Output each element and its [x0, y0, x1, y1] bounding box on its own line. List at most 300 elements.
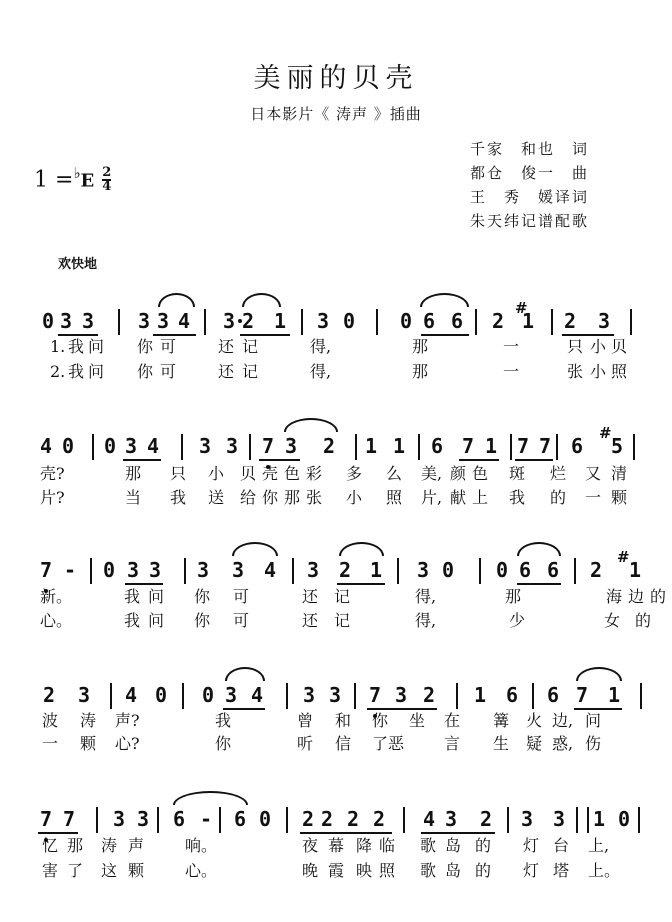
lyric-syllable: 又	[585, 464, 602, 483]
note: 7	[462, 434, 475, 458]
lyric-syllable: 问	[148, 587, 165, 606]
lyric-syllable: 心。	[40, 611, 73, 630]
tie-slur	[173, 791, 248, 805]
lyric-syllable: 只	[567, 337, 584, 356]
credit-composer: 都仓 俊一 曲	[470, 164, 590, 182]
tie-slur	[284, 418, 338, 432]
lyric-line	[0, 463, 672, 487]
note: 1	[593, 807, 606, 831]
barline	[507, 807, 509, 833]
note: 4	[125, 683, 138, 707]
augmentation-dot	[238, 319, 242, 323]
note: 1	[274, 309, 287, 333]
note: 6	[423, 309, 436, 333]
lyric-syllable: 烂	[550, 464, 567, 483]
time-bottom: 4	[102, 179, 112, 195]
note: 6	[547, 683, 560, 707]
key-letter: E	[80, 170, 95, 192]
lyric-syllable: 和	[335, 711, 352, 730]
note: 3	[395, 683, 408, 707]
lyric-syllable: 上,	[588, 836, 610, 855]
lyric-syllable: 的	[550, 488, 567, 507]
note: 0	[259, 807, 272, 831]
lyric-syllable: 一	[42, 734, 59, 753]
notation-row	[0, 805, 672, 835]
lyric-syllable: 忆	[42, 836, 59, 855]
lyric-syllable: 得,	[415, 611, 437, 630]
note: 6	[431, 434, 444, 458]
barline	[532, 683, 534, 709]
lyric-syllable: 彩	[306, 464, 323, 483]
lyric-syllable: 心。	[185, 861, 218, 880]
lyric-syllable: 壳	[262, 464, 279, 483]
beam-underline	[459, 459, 499, 461]
lyric-syllable: 那	[412, 362, 429, 381]
note: -	[200, 807, 213, 831]
lyric-syllable: 我	[509, 488, 526, 507]
barline	[574, 558, 576, 584]
note: 3	[232, 558, 245, 582]
lyric-syllable: 一	[585, 488, 602, 507]
barline	[292, 558, 294, 584]
song-title: 美丽的贝壳	[253, 63, 419, 94]
lyric-syllable: 心?	[115, 734, 140, 753]
barline	[587, 807, 589, 833]
lyric-syllable: 那	[505, 587, 522, 606]
lyric-syllable: 篝	[493, 711, 510, 730]
lyric-syllable: 颜	[450, 464, 467, 483]
note: 7	[63, 807, 76, 831]
beam-underline	[337, 583, 385, 585]
note: 3	[553, 807, 566, 831]
lyric-syllable: 你	[215, 734, 232, 753]
lyric-syllable: 颗	[611, 488, 628, 507]
lyric-syllable: 边,	[552, 711, 574, 730]
note: 4	[178, 309, 191, 333]
barline	[157, 807, 159, 833]
barline	[181, 434, 183, 460]
lyric-syllable: 边	[628, 587, 645, 606]
sharp-sign: #	[617, 548, 630, 566]
note: 4	[147, 434, 160, 458]
lyric-line	[0, 610, 672, 634]
lyric-syllable: 小	[590, 337, 607, 356]
time-signature	[102, 167, 111, 193]
song-subtitle: 日本影片《 涛声 》插曲	[250, 105, 422, 123]
barline	[576, 807, 578, 833]
note: 3	[285, 434, 298, 458]
note: 3	[199, 434, 212, 458]
lyric-syllable: 坐	[409, 711, 426, 730]
note: 2	[347, 807, 360, 831]
lyric-line	[0, 710, 672, 734]
credits-block	[470, 137, 589, 233]
lyric-syllable: 这	[101, 861, 118, 880]
lyric-syllable: 那	[284, 488, 301, 507]
sharp-sign: #	[599, 424, 612, 442]
note: 0	[496, 558, 509, 582]
lyric-syllable: 记	[242, 362, 259, 381]
credit-translator: 王 秀 媛译词	[470, 188, 590, 206]
note: 5	[611, 434, 624, 458]
lyric-syllable: 可	[233, 611, 250, 630]
lyric-syllable: 记	[242, 337, 259, 356]
lyric-syllable: 清	[611, 464, 628, 483]
lyric-syllable: 小	[346, 488, 363, 507]
lyric-syllable: 得,	[415, 587, 437, 606]
note: 7	[576, 683, 589, 707]
beam-underline	[515, 459, 553, 461]
note: 2	[590, 558, 603, 582]
key-prefix: 1 =	[34, 167, 74, 193]
note: -	[64, 558, 77, 582]
note: 7	[262, 434, 275, 458]
lyric-syllable: 照	[379, 861, 396, 880]
lyric-syllable: 还	[302, 611, 319, 630]
lyric-syllable: 一	[503, 362, 520, 381]
beam-underline	[259, 459, 300, 461]
lyric-syllable: 片?	[40, 488, 65, 507]
barline	[403, 807, 405, 833]
lyric-syllable: 了恶	[372, 734, 405, 753]
barline	[640, 683, 642, 709]
lyric-syllable: 我	[215, 711, 232, 730]
lyric-syllable: 了	[67, 861, 84, 880]
note: 0	[618, 807, 631, 831]
note: 3	[445, 807, 458, 831]
lyric-syllable: 张	[306, 488, 323, 507]
barline	[110, 683, 112, 709]
note: 3	[157, 309, 170, 333]
lyric-syllable: 送	[208, 488, 225, 507]
lyric-syllable: 可	[160, 337, 177, 356]
lyric-syllable: 疑	[526, 734, 543, 753]
note: 3	[149, 558, 162, 582]
note: 2	[480, 807, 493, 831]
note: 6	[234, 807, 247, 831]
note: 3	[226, 434, 239, 458]
barline	[96, 807, 98, 833]
beam-underline	[125, 583, 163, 585]
beam-underline	[421, 832, 495, 834]
note: 6	[519, 558, 532, 582]
note: 3	[113, 807, 126, 831]
barline	[638, 807, 640, 833]
lyric-syllable: 我	[170, 488, 187, 507]
notation-row	[0, 548, 672, 586]
tie-slur	[158, 293, 195, 307]
lyric-syllable: 上。	[588, 861, 621, 880]
note: 3	[307, 558, 320, 582]
beam-underline	[38, 832, 78, 834]
note: 2	[242, 309, 255, 333]
lyric-syllable: 一	[503, 337, 520, 356]
lyric-syllable: 曾	[297, 711, 314, 730]
note: 6	[547, 558, 560, 582]
lyric-syllable: 片,	[421, 488, 443, 507]
barline	[633, 434, 635, 460]
note: 0	[62, 434, 75, 458]
lyric-syllable: 问	[88, 362, 105, 381]
lyric-syllable: 斑	[509, 464, 526, 483]
lyric-syllable: 上	[472, 488, 489, 507]
note: 0	[343, 309, 356, 333]
note: 1	[522, 309, 535, 333]
barline	[630, 309, 632, 335]
lyric-syllable: 火	[526, 711, 543, 730]
lyric-syllable: 颗	[80, 734, 97, 753]
lyric-syllable: 害	[42, 861, 59, 880]
note: 7	[539, 434, 552, 458]
note: 0	[400, 309, 413, 333]
barline	[92, 434, 94, 460]
beam-underline	[300, 832, 392, 834]
lyric-syllable: 生	[493, 734, 510, 753]
lyric-syllable: 声?	[115, 711, 140, 730]
lyric-syllable: 记	[334, 587, 351, 606]
tie-slur	[576, 667, 622, 681]
lyric-syllable: 壳?	[40, 464, 65, 483]
lyric-line	[0, 733, 672, 757]
lyric-syllable: 歌	[420, 836, 437, 855]
lyric-syllable: 得,	[310, 362, 332, 381]
notation-row	[0, 424, 672, 462]
note: 0	[42, 309, 55, 333]
note: 3	[598, 309, 611, 333]
barline	[354, 683, 356, 709]
note: 2	[564, 309, 577, 333]
lyric-syllable: 歌	[420, 861, 437, 880]
note: 1	[393, 434, 406, 458]
lyric-syllable: 的	[650, 587, 667, 606]
barline	[479, 558, 481, 584]
notation-row	[0, 681, 672, 711]
note: 7	[517, 434, 530, 458]
note: 6	[173, 807, 186, 831]
beam-underline	[517, 583, 561, 585]
lyric-syllable: 你	[137, 337, 154, 356]
note: 7	[369, 683, 382, 707]
barline	[286, 683, 288, 709]
note: 2	[321, 807, 334, 831]
note: 2	[492, 309, 505, 333]
lyric-syllable: 照	[611, 362, 628, 381]
lyric-syllable: 我	[68, 337, 85, 356]
note: 3	[317, 309, 330, 333]
barline	[418, 434, 420, 460]
lyric-syllable: 美,	[421, 464, 443, 483]
lyric-syllable: 还	[218, 337, 235, 356]
lyric-syllable: 塔	[553, 861, 570, 880]
note: 3	[127, 558, 140, 582]
lyric-syllable: 张	[567, 362, 584, 381]
note: 6	[571, 434, 584, 458]
lyric-syllable: 涛	[80, 711, 97, 730]
lyric-syllable: 色	[284, 464, 301, 483]
barline	[90, 558, 92, 584]
lyric-syllable: 波	[42, 711, 59, 730]
barline	[204, 309, 206, 335]
lyric-line	[0, 487, 672, 511]
lyric-syllable: 夜	[302, 836, 319, 855]
note: 2	[373, 807, 386, 831]
lyric-syllable: 你	[262, 488, 279, 507]
lyric-syllable: 伤	[585, 734, 602, 753]
lyric-syllable: 还	[218, 362, 235, 381]
note: 4	[40, 434, 53, 458]
barline	[301, 309, 303, 335]
lyric-syllable: 那	[412, 337, 429, 356]
note: 3	[521, 807, 534, 831]
note: 3	[137, 807, 150, 831]
lyric-syllable: 可	[233, 587, 250, 606]
lyric-syllable: 小	[208, 464, 225, 483]
lyric-syllable: 那	[67, 836, 84, 855]
note: 2	[302, 807, 315, 831]
barline	[556, 434, 558, 460]
note: 7	[40, 558, 53, 582]
note: 0	[202, 683, 215, 707]
lyric-syllable: 的	[635, 611, 652, 630]
note: 2	[339, 558, 352, 582]
lyric-syllable: 照	[386, 488, 403, 507]
credit-arranger: 朱天纬记谱配歌	[470, 212, 590, 230]
note: 0	[442, 558, 455, 582]
tempo-marking: 欢快地	[58, 257, 98, 272]
lyric-syllable: 晚	[302, 861, 319, 880]
note: 4	[264, 558, 277, 582]
tie-slur	[517, 542, 561, 556]
lyric-syllable: 临	[379, 836, 396, 855]
barline	[249, 434, 251, 460]
lyric-syllable: 降	[356, 836, 373, 855]
note: 3	[197, 558, 210, 582]
note: 0	[104, 434, 117, 458]
sharp-sign: #	[515, 299, 528, 317]
barline	[376, 309, 378, 335]
lyric-syllable: 你	[137, 362, 154, 381]
lyric-syllable: 问	[148, 611, 165, 630]
note: 2	[423, 683, 436, 707]
note: 3	[303, 683, 316, 707]
tie-slur	[242, 293, 281, 307]
lyric-syllable: 当	[125, 488, 142, 507]
note: 1	[629, 558, 642, 582]
note: 3	[78, 683, 91, 707]
lyric-syllable: 新。	[40, 587, 73, 606]
lyric-syllable: 女	[604, 611, 621, 630]
notation-row	[0, 299, 672, 337]
note: 1	[474, 683, 487, 707]
tie-slur	[225, 667, 265, 681]
lyric-line	[0, 835, 672, 859]
lyric-syllable: 颗	[128, 861, 145, 880]
note: 3	[138, 309, 151, 333]
lyric-syllable: 信	[335, 734, 352, 753]
barline	[551, 309, 553, 335]
lyric-syllable: 岛	[445, 836, 462, 855]
note: 2	[323, 434, 336, 458]
note: 6	[451, 309, 464, 333]
barline	[118, 309, 120, 335]
lyric-syllable: 少	[509, 611, 526, 630]
lyric-line	[0, 336, 672, 360]
tie-slur	[420, 293, 469, 307]
barline	[182, 683, 184, 709]
lyric-syllable: 你	[194, 611, 211, 630]
lyric-syllable: 献	[450, 488, 467, 507]
lyric-syllable: 问	[88, 337, 105, 356]
lyric-syllable: 得,	[310, 337, 332, 356]
lyric-syllable: 只	[170, 464, 187, 483]
note: 1	[365, 434, 378, 458]
barline	[184, 558, 186, 584]
barline	[219, 807, 221, 833]
lyric-syllable: 涛	[101, 836, 118, 855]
lyric-syllable: 色	[472, 464, 489, 483]
lyric-syllable: 霞	[328, 861, 345, 880]
lyric-syllable: 听	[297, 734, 314, 753]
note: 3	[225, 683, 238, 707]
barline	[355, 434, 357, 460]
note: 6	[506, 683, 519, 707]
lyric-syllable: 海	[606, 587, 623, 606]
note: 0	[155, 683, 168, 707]
lyric-syllable: 声	[128, 836, 145, 855]
lyric-syllable: 小	[590, 362, 607, 381]
tie-slur	[232, 542, 278, 556]
lyric-syllable: 么	[386, 464, 403, 483]
lyric-syllable: 台	[553, 836, 570, 855]
barline	[510, 434, 512, 460]
barline	[397, 558, 399, 584]
lyric-syllable: 记	[334, 611, 351, 630]
lyric-syllable: 贝	[611, 337, 628, 356]
note: 2	[43, 683, 56, 707]
lyric-syllable: 映	[356, 861, 373, 880]
lyric-syllable: 的	[475, 836, 492, 855]
lyric-syllable: 岛	[445, 861, 462, 880]
lyric-syllable: 灯	[523, 836, 540, 855]
lyric-line	[0, 860, 672, 884]
lyric-syllable: 惑,	[552, 734, 574, 753]
beam-underline	[123, 459, 161, 461]
note: 4	[423, 807, 436, 831]
lyric-line	[0, 361, 672, 385]
key-signature	[34, 164, 111, 193]
note: 3	[223, 309, 236, 333]
note: 1	[485, 434, 498, 458]
note: 3	[125, 434, 138, 458]
lyric-syllable: 言	[444, 734, 461, 753]
lyric-syllable: 你	[372, 711, 389, 730]
flat-sign: ♭	[73, 164, 81, 182]
note: 7	[40, 807, 53, 831]
barline	[475, 309, 477, 335]
lyric-syllable: 问	[585, 711, 602, 730]
lyric-line	[0, 586, 672, 610]
lyric-syllable: 在	[444, 711, 461, 730]
tie-slur	[339, 542, 384, 556]
note: 1	[370, 558, 383, 582]
lyric-syllable: 灯	[523, 861, 540, 880]
lyric-syllable: 响。	[185, 836, 218, 855]
credit-lyricist: 千家 和也 词	[470, 140, 590, 158]
lyric-syllable: 我	[124, 611, 141, 630]
note: 3	[60, 309, 73, 333]
lyric-syllable: 幕	[328, 836, 345, 855]
time-top: 2	[102, 165, 112, 181]
